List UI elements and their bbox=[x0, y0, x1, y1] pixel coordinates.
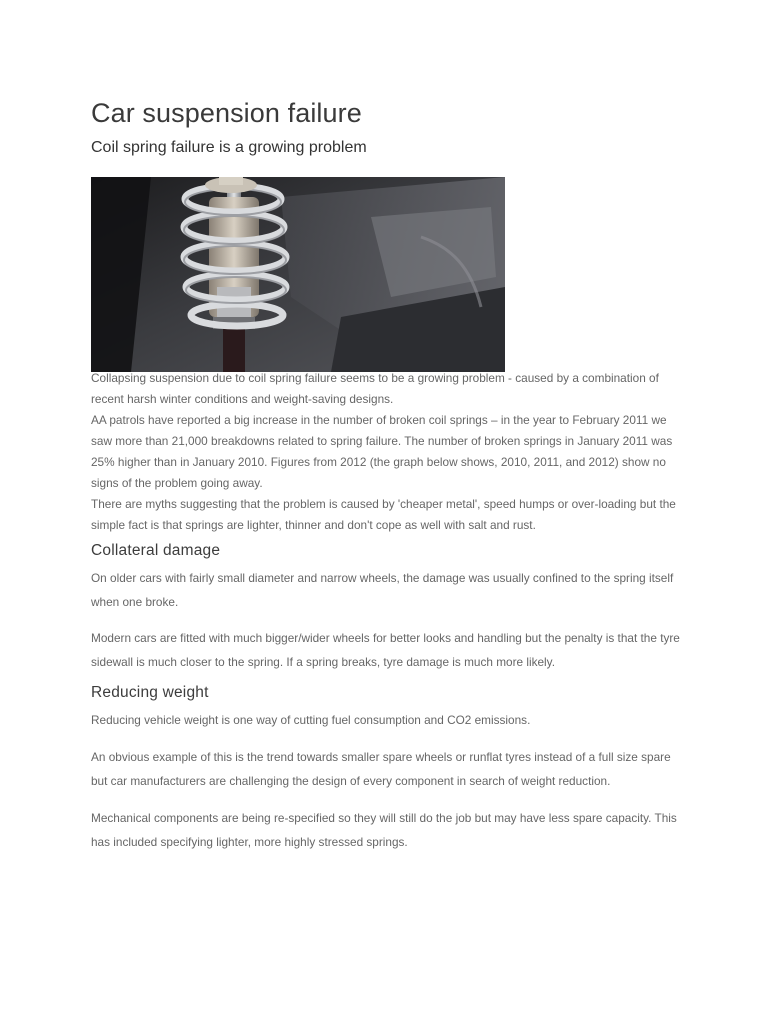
intro-paragraph: AA patrols have reported a big increase in the number of broken coil springs – in the year to February 2011 we saw more than 21,000 breakdowns related to spring failure. The number of broken springs in January 2011 was 25% higher than in January 2010. Figures from 2012 (the graph below shows, 2010, 2011, and 2012) show no signs of the problem going away. bbox=[91, 413, 673, 490]
intro-paragraph: Collapsing suspension due to coil spring failure seems to be a growing problem - caused by a combination of recent harsh winter conditions and weight-saving designs. bbox=[91, 371, 659, 406]
paragraph: Mechanical components are being re-specified so they will still do the job but may have less spare capacity. This has included specifying lighter, more highly stressed springs. bbox=[91, 811, 677, 849]
section-heading-reducing-weight: Reducing weight bbox=[91, 684, 209, 701]
intro-paragraph: There are myths suggesting that the problem is caused by 'cheaper metal', speed humps or over-loading but the simple fact is that springs are lighter, thinner and don't cope as well with salt and rust. bbox=[91, 497, 676, 532]
paragraph: On older cars with fairly small diameter and narrow wheels, the damage was usually confined to the spring itself when one broke. bbox=[91, 571, 674, 609]
paragraph: Reducing vehicle weight is one way of cutting fuel consumption and CO2 emissions. bbox=[91, 713, 531, 727]
page-subtitle: Coil spring failure is a growing problem bbox=[91, 139, 367, 156]
page-title: Car suspension failure bbox=[91, 98, 362, 128]
paragraph: An obvious example of this is the trend towards smaller spare wheels or runflat tyres instead of a full size spare but car manufacturers are challenging the design of every component in search of weight reduction. bbox=[91, 750, 671, 788]
coil-spring-photo bbox=[91, 177, 505, 372]
paragraph: Modern cars are fitted with much bigger/wider wheels for better looks and handling but the penalty is that the tyre sidewall is much closer to the spring. If a spring breaks, tyre damage is much more likely. bbox=[91, 631, 680, 669]
section-heading-collateral-damage: Collateral damage bbox=[91, 542, 221, 559]
intro-text bbox=[91, 368, 681, 536]
